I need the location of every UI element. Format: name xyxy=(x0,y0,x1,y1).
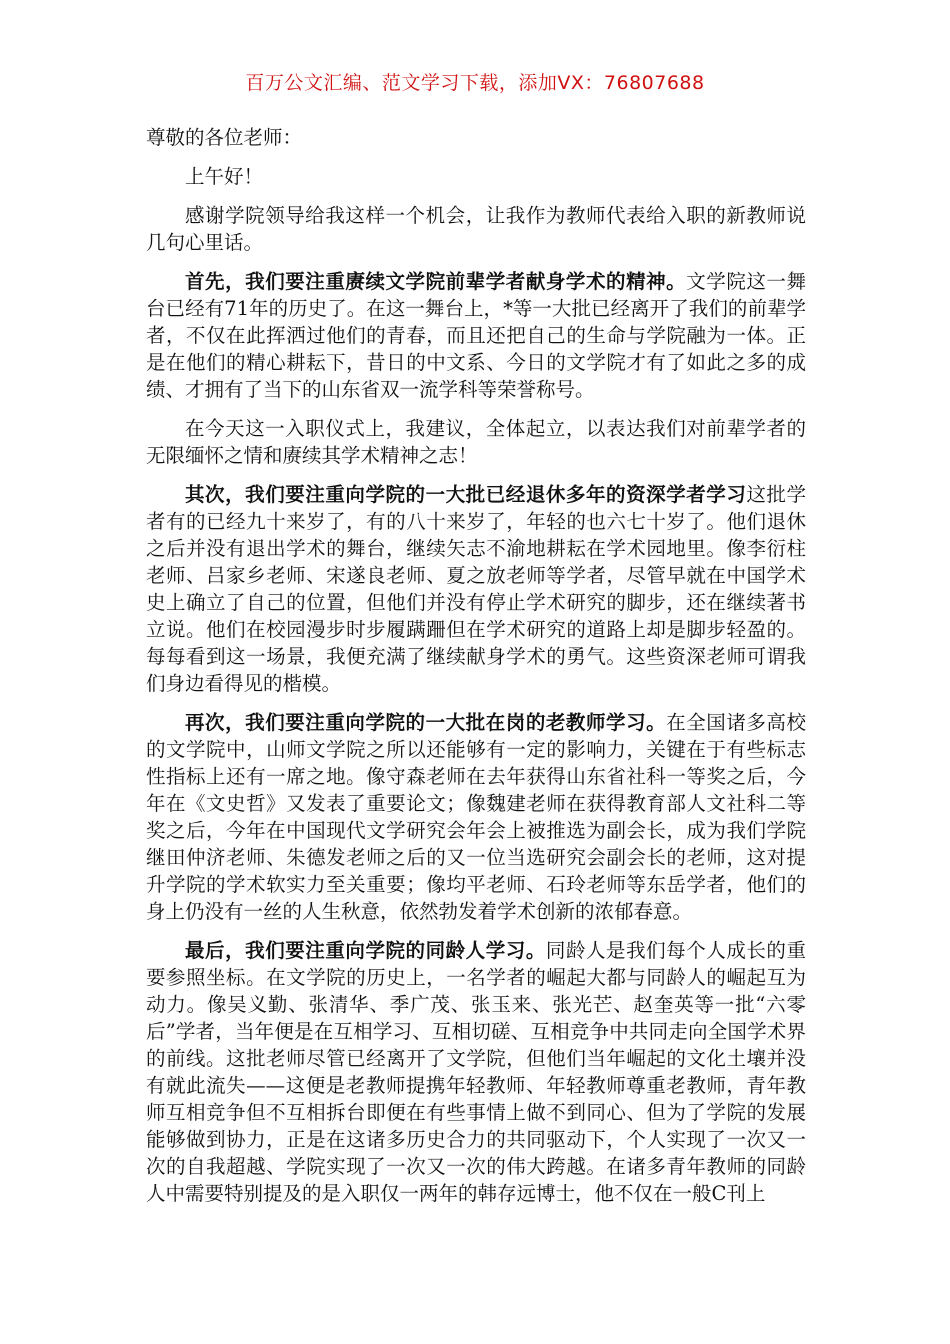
section-lead-3: 其次，我们要注重向学院的一大批已经退休多年的资深学者学习 xyxy=(185,483,747,506)
speech-body xyxy=(146,124,806,1219)
section-paragraph-3 xyxy=(146,481,806,697)
promo-banner: 百万公文汇编、范文学习下载，添加VX：76807688 xyxy=(245,72,705,94)
section-lead-4: 再次，我们要注重向学院的一大批在岗的老教师学习。 xyxy=(185,711,667,734)
section-text-5: 同龄人是我们每个人成长的重要参照坐标。在文学院的历史上，一名学者的崛起大都与同龄人的崛起互为动力。像吴义勤、张清华、季广茂、张玉来、张光芒、赵奎英等一批“六零后”学者，当年便是在互相学习、互相切磋、互相竞争中共同走向全国学术界的前线。这批老师尽管已经离开了文学院，但他们当年崛起的文化土壤并没有就此流失——这便是老教师提携年轻教师、年轻教师尊重老教师，青年教师互相竞争但不互相拆台即便在有些事情上做不到同心、但为了学院的发展能够做到协力，正是在这诸多历史合力的共同驱动下，个人实现了一次又一次的自我超越、学院实现了一次又一次的伟大跨越。在诸多青年教师的同龄人中需要特别提及的是入职仅一两年的韩存远博士，他不仅在一般C刊上 xyxy=(146,939,806,1205)
salutation: 尊敬的各位老师： xyxy=(146,126,303,149)
section-lead-1: 首先，我们要注重赓续文学院前辈学者献身学术的精神。 xyxy=(185,270,687,293)
section-text-3: 这批学者有的已经九十来岁了，有的八十来岁了，年轻的也六七十岁了。他们退休之后并没有退出学术的舞台，继续矢志不渝地耕耘在学术园地里。像李衍柱老师、吕家乡老师、宋遂良老师、夏之放老师等学者，尽管早就在中国学术史上确立了自己的位置，但他们并没有停止学术研究的脚步，还在继续著书立说。他们在校园漫步时步履蹒跚但在学术研究的道路上却是脚步轻盈的。每每看到这一场景，我便充满了继续献身学术的勇气。这些资深老师可谓我们身边看得见的楷模。 xyxy=(146,483,806,695)
section-lead-5: 最后，我们要注重向学院的同龄人学习。 xyxy=(185,939,546,962)
section-paragraph-1 xyxy=(146,268,806,403)
intro-paragraph: 感谢学院领导给我这样一个机会，让我作为教师代表给入职的新教师说几句心里话。 xyxy=(146,204,806,254)
section-paragraph-4 xyxy=(146,709,806,925)
section-paragraph-5 xyxy=(146,937,806,1207)
section-paragraph-2 xyxy=(146,415,806,469)
greeting: 上午好！ xyxy=(185,165,264,188)
section-text-1: 文学院这一舞台已经有71年的历史了。在这一舞台上，*等一大批已经离开了我们的前辈学者，不仅在此挥洒过他们的青春，而且还把自己的生命与学院融为一体。正是在他们的精心耕耘下，昔日的中文系、今日的文学院才有了如此之多的成绩、才拥有了当下的山东省双一流学科等荣誉称号。 xyxy=(146,270,806,401)
section-text-4: 在全国诸多高校的文学院中，山师文学院之所以还能够有一定的影响力，关键在于有些标志性指标上还有一席之地。像守森老师在去年获得山东省社科一等奖之后，今年在《文史哲》又发表了重要论文；像魏建老师在获得教育部人文社科二等奖之后，今年在中国现代文学研究会年会上被推选为副会长，成为我们学院继田仲济老师、朱德发老师之后的又一位当选研究会副会长的老师，这对提升学院的学术软实力至关重要；像均平老师、石玲老师等东岳学者，他们的身上仍没有一丝的人生秋意，依然勃发着学术创新的浓郁春意。 xyxy=(146,711,806,923)
section-text-2: 在今天这一入职仪式上，我建议，全体起立，以表达我们对前辈学者的无限缅怀之情和赓续其学术精神之志！ xyxy=(146,417,806,467)
